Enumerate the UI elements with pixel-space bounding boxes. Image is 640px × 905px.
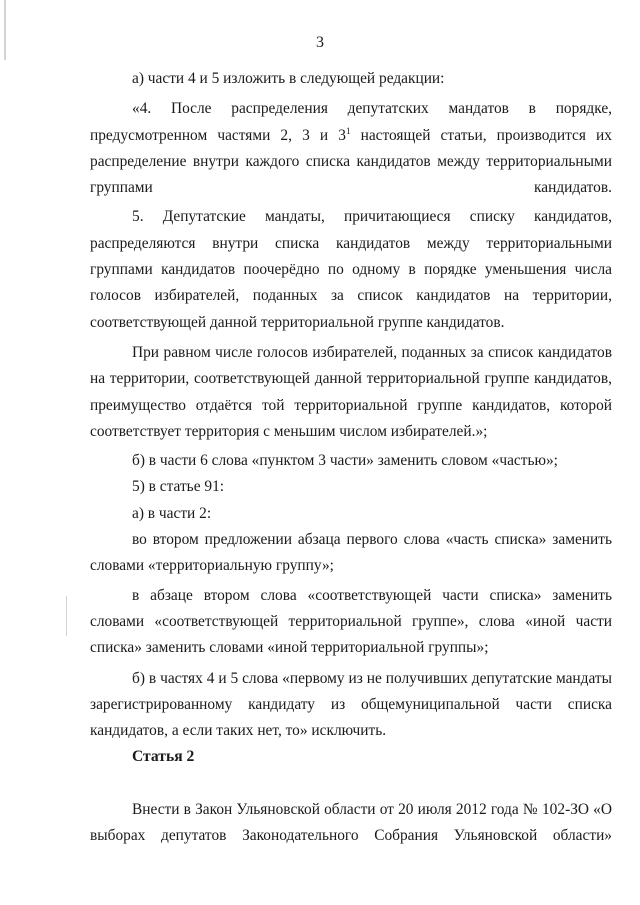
article-body bbox=[90, 797, 612, 850]
document-body bbox=[90, 66, 612, 744]
paragraph: 5. Депутатские мандаты, причитающиеся списку кандидатов, распределяются внутри списка кандидатов между территориальными группами кандидатов поочерёдно по одному в порядке уменьшения числа голосов избирателей, поданных за список кандидатов на территории, соответствующей данной территориальной группе кандидатов. bbox=[90, 208, 612, 331]
paragraph: 5) в статье 91: bbox=[132, 478, 225, 496]
paragraph bbox=[90, 96, 612, 201]
superscript: 1 bbox=[345, 125, 351, 136]
paragraph-text: настоящей статьи, производится их распределение внутри каждого списка кандидатов между территориальными группами кандидатов. bbox=[90, 126, 612, 197]
paragraph: в абзаце втором слова «соответствующей части списка» заменить словами «соответствующей территориальной группе», слова «иной части списка» заменить словами «иной территориальной группы»; bbox=[90, 586, 612, 657]
paragraph-text: «4. После распределения депутатских мандатов в порядке, предусмотренном частями 2, 3 и 3 bbox=[90, 100, 612, 144]
paragraph: б) в части 6 слова «пунктом 3 части» заменить словом «частью»; bbox=[132, 452, 558, 470]
paragraph: Внести в Закон Ульяновской области от 20 июля 2012 года № 102-ЗО «О выборах депутатов Законодательного Собрания Ульяновской области» bbox=[90, 801, 612, 845]
scan-edge-mark bbox=[66, 596, 67, 636]
paragraph: а) в части 2: bbox=[132, 504, 212, 522]
paragraph: б) в частях 4 и 5 слова «первому из не получивших депутатские мандаты зарегистрированному кандидату из общемуниципальной части списка кандидатов, а если таких нет, то» исключить. bbox=[90, 669, 612, 740]
article-heading: Статья 2 bbox=[132, 748, 195, 765]
paragraph: При равном числе голосов избирателей, поданных за список кандидатов на территории, соответствующей данной территориальной группе кандидатов, преимущество отдаётся той территориальной группе кандидатов, которой соответствует территория с меньшим числом избирателей.»; bbox=[90, 343, 612, 440]
page-number: 3 bbox=[316, 34, 324, 51]
paragraph: во втором предложении абзаца первого слова «часть списка» заменить словами «территориальную группу»; bbox=[90, 531, 612, 575]
paragraph: а) части 4 и 5 изложить в следующей редакции: bbox=[132, 70, 445, 87]
